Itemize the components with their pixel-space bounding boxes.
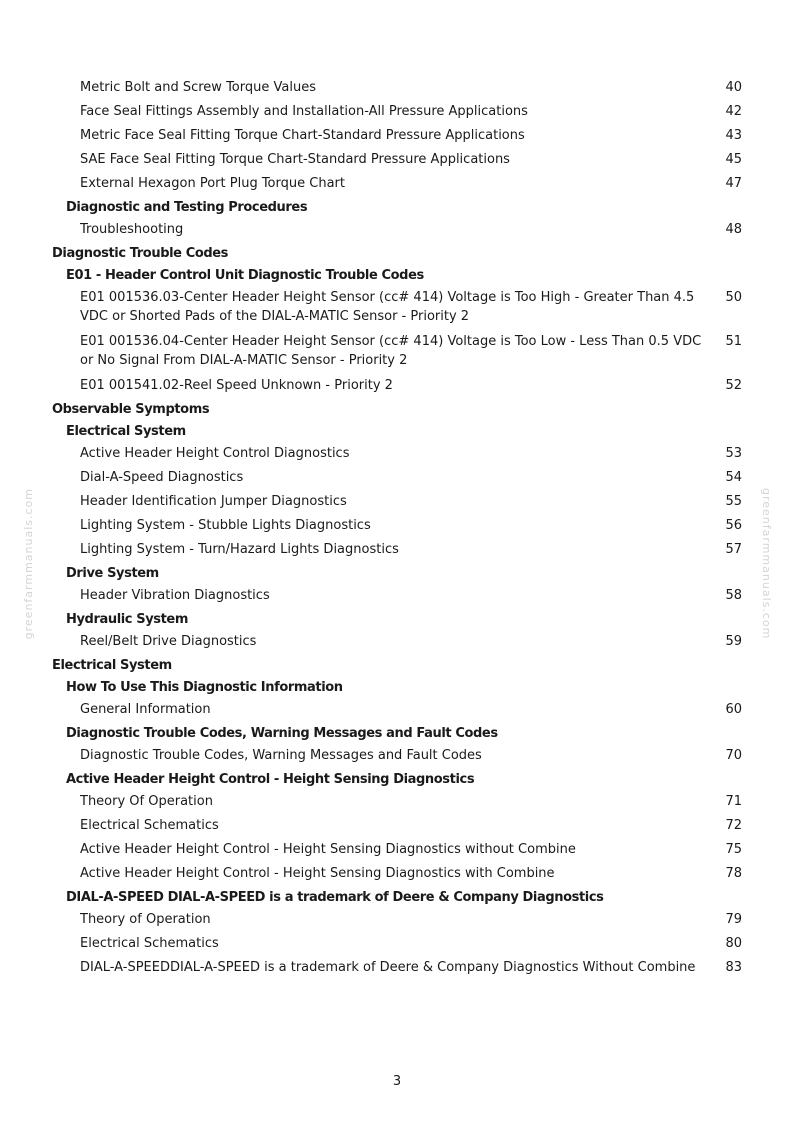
toc-entry-page: 60	[725, 702, 742, 717]
toc-entry-title: Electrical Schematics	[80, 818, 219, 833]
toc-subsection-heading[interactable]	[52, 266, 742, 285]
toc-entry-page: 47	[725, 176, 742, 191]
toc-entry-page: 59	[725, 634, 742, 649]
toc-entry-title: Theory of Operation	[80, 912, 211, 927]
toc-entry[interactable]	[52, 444, 742, 463]
toc-entry-page: 48	[725, 222, 742, 237]
toc-entry[interactable]	[52, 840, 742, 859]
toc-entry-page: 50	[725, 290, 742, 305]
toc-entry-title: Dial-A-Speed Diagnostics	[80, 470, 244, 485]
toc-entry-title: E01 001536.04-Center Header Height Sensor (cc# 414) Voltage is Too Low - Less Than 0.5 VDC or No Signal From DIAL-A-MATIC Sensor - Priority 2	[80, 334, 702, 368]
toc-entry-title: SAE Face Seal Fitting Torque Chart-Standard Pressure Applications	[80, 152, 510, 167]
toc-section-heading[interactable]	[52, 244, 742, 263]
toc-entry-title: Header Vibration Diagnostics	[80, 588, 270, 603]
toc-entry[interactable]	[52, 958, 742, 977]
toc-entry-page: 58	[725, 588, 742, 603]
toc-entry-title: Diagnostic and Testing Procedures	[66, 200, 308, 215]
toc-entry[interactable]	[52, 792, 742, 811]
toc-entry[interactable]	[52, 864, 742, 883]
toc-entry[interactable]	[52, 516, 742, 535]
toc-entry-page: 70	[725, 748, 742, 763]
toc-entry[interactable]	[52, 288, 742, 326]
toc-entry[interactable]	[52, 220, 742, 239]
toc-entry[interactable]	[52, 102, 742, 121]
toc-entry-title: Drive System	[66, 566, 159, 581]
toc-entry-title: Metric Face Seal Fitting Torque Chart-Standard Pressure Applications	[80, 128, 525, 143]
page-number: 3	[392, 1074, 402, 1089]
toc-entry-title: Diagnostic Trouble Codes, Warning Messages and Fault Codes	[66, 726, 498, 741]
toc-entry-title: Face Seal Fittings Assembly and Installation-All Pressure Applications	[80, 104, 528, 119]
toc-entry-title: E01 001536.03-Center Header Height Sensor (cc# 414) Voltage is Too High - Greater Than 4.5 VDC or Shorted Pads of the DIAL-A-MATIC Sensor - Priority 2	[80, 290, 695, 324]
toc-entry-title: External Hexagon Port Plug Torque Chart	[80, 176, 345, 191]
toc-entry-page: 51	[725, 334, 742, 349]
toc-entry-page: 80	[725, 936, 742, 951]
toc-entry[interactable]	[52, 746, 742, 765]
toc-entry[interactable]	[52, 376, 742, 395]
toc-entry-page: 54	[725, 470, 742, 485]
toc-entry-title: Troubleshooting	[80, 222, 184, 237]
toc-entry-title: Electrical System	[66, 424, 186, 439]
toc-entry-title: Electrical System	[52, 658, 172, 673]
toc-entry[interactable]	[52, 78, 742, 97]
toc-entry-title: Diagnostic Trouble Codes	[52, 246, 229, 261]
toc-entry-title: General Information	[80, 702, 211, 717]
toc-entry[interactable]	[52, 632, 742, 651]
toc-entry[interactable]	[52, 150, 742, 169]
toc-entry-page: 56	[725, 518, 742, 533]
toc-entry[interactable]	[52, 174, 742, 193]
toc-entry[interactable]	[52, 816, 742, 835]
toc-entry-title: Metric Bolt and Screw Torque Values	[80, 80, 316, 95]
toc-entry-page: 53	[725, 446, 742, 461]
toc-entry-title: Active Header Height Control Diagnostics	[80, 446, 350, 461]
toc-section-heading[interactable]	[52, 400, 742, 419]
toc-entry-page: 42	[725, 104, 742, 119]
toc-entry-title: Theory Of Operation	[80, 794, 213, 809]
toc-subsection-heading[interactable]	[52, 198, 742, 217]
toc-entry-page: 45	[725, 152, 742, 167]
toc-entry-page: 75	[725, 842, 742, 857]
toc-entry-title: DIAL-A-SPEEDDIAL-A-SPEED is a trademark of Deere & Company Diagnostics Without Combine	[80, 960, 696, 975]
toc-entry[interactable]	[52, 934, 742, 953]
toc-subsection-heading[interactable]	[52, 888, 742, 907]
toc-entry-title: Active Header Height Control - Height Sensing Diagnostics	[66, 772, 475, 787]
toc-entry[interactable]	[52, 540, 742, 559]
table-of-contents	[52, 78, 742, 983]
toc-entry[interactable]	[52, 332, 742, 370]
toc-subsection-heading[interactable]	[52, 564, 742, 583]
toc-entry-title: Lighting System - Stubble Lights Diagnostics	[80, 518, 371, 533]
toc-entry-title: Electrical Schematics	[80, 936, 219, 951]
toc-entry-title: How To Use This Diagnostic Information	[66, 680, 343, 695]
toc-subsection-heading[interactable]	[52, 610, 742, 629]
toc-entry-title: Hydraulic System	[66, 612, 188, 627]
toc-subsection-heading[interactable]	[52, 724, 742, 743]
toc-entry-page: 72	[725, 818, 742, 833]
watermark-left: greenfarmmanuals.com	[22, 488, 35, 640]
toc-entry-title: Lighting System - Turn/Hazard Lights Diagnostics	[80, 542, 399, 557]
toc-entry-title: DIAL-A-SPEED DIAL-A-SPEED is a trademark of Deere & Company Diagnostics	[66, 890, 604, 905]
toc-entry-title: Header Identification Jumper Diagnostics	[80, 494, 347, 509]
toc-subsection-heading[interactable]	[52, 770, 742, 789]
toc-entry-title: E01 001541.02-Reel Speed Unknown - Priority 2	[80, 378, 393, 393]
toc-entry-page: 57	[725, 542, 742, 557]
toc-entry-title: Active Header Height Control - Height Sensing Diagnostics without Combine	[80, 842, 576, 857]
toc-entry-page: 52	[725, 378, 742, 393]
toc-entry-page: 78	[725, 866, 742, 881]
toc-entry[interactable]	[52, 492, 742, 511]
toc-entry-page: 83	[725, 960, 742, 975]
toc-entry[interactable]	[52, 468, 742, 487]
toc-entry-page: 71	[725, 794, 742, 809]
toc-entry[interactable]	[52, 700, 742, 719]
toc-entry[interactable]	[52, 586, 742, 605]
toc-entry-page: 40	[725, 80, 742, 95]
toc-entry-page: 55	[725, 494, 742, 509]
toc-section-heading[interactable]	[52, 656, 742, 675]
toc-entry-title: Reel/Belt Drive Diagnostics	[80, 634, 257, 649]
toc-subsection-heading[interactable]	[52, 678, 742, 697]
toc-entry-title: Diagnostic Trouble Codes, Warning Messages and Fault Codes	[80, 748, 482, 763]
toc-entry-title: Active Header Height Control - Height Sensing Diagnostics with Combine	[80, 866, 555, 881]
toc-subsection-heading[interactable]	[52, 422, 742, 441]
toc-entry-page: 79	[725, 912, 742, 927]
toc-entry-title: E01 - Header Control Unit Diagnostic Trouble Codes	[66, 268, 424, 283]
toc-entry[interactable]	[52, 126, 742, 145]
toc-entry[interactable]	[52, 910, 742, 929]
toc-entry-page: 43	[725, 128, 742, 143]
toc-entry-title: Observable Symptoms	[52, 402, 210, 417]
watermark-right: greenfarmmanuals.com	[760, 488, 773, 640]
